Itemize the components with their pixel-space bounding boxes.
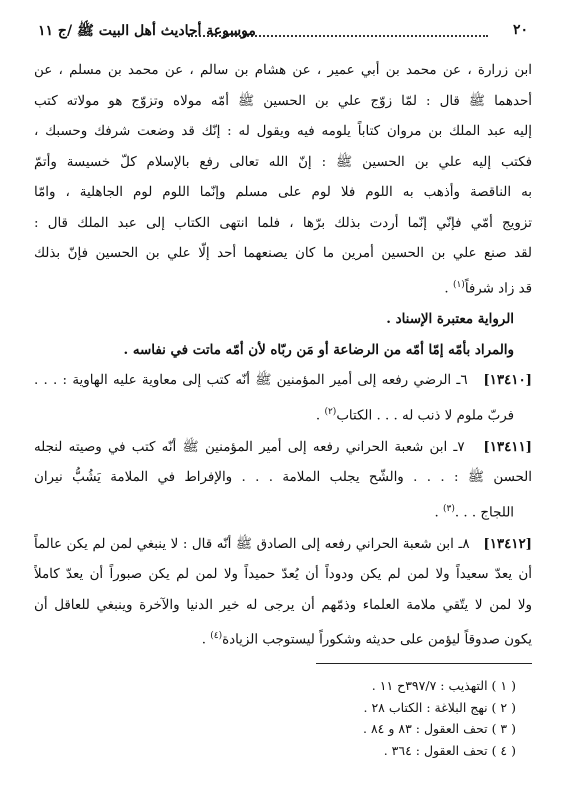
hadith-line xyxy=(34,365,532,397)
text-line: لقد صنع علي بن الحسين أمرين ما كان يصنعهما أحد إلّا علي بن الحسين فإنّ بذلك xyxy=(34,246,532,261)
text-line: ابن زرارة ، عن محمد بن أبي عمير ، عن هشام بن سالم ، عن محمد بن مسلم ، عن xyxy=(34,63,532,78)
narration-note: والمراد بأمّه إمّا أمّه من الرضاعة أو مَن ربّاه لأن أمّه ماتت في نفاسه . xyxy=(123,341,514,358)
hadith-number: [١٣٤١١] xyxy=(483,438,532,455)
footnote-ref: (٣) xyxy=(442,503,455,514)
text-line: به الناقصة وأذهب به اللوم فلا لوم على مسلم وإنّما اللوم لوم الجاهلية ، وامّا xyxy=(34,185,532,200)
running-header xyxy=(38,22,528,44)
footnote: ( ٣ ) تحف العقول : ٨٣ و ٨٤ . xyxy=(362,721,516,736)
text-span: ٨ـ ابن شعبة الحراني رفعه إلى الصادق ﷺ أنّه قال : لا ينبغي لمن لم يكن عالماً xyxy=(34,536,470,552)
page-number: ٢٠ xyxy=(512,22,528,38)
text-span: يكون صدوقاً ليؤمن على حديثه وشكوراً ليستوجب الزيادة xyxy=(222,632,532,648)
text-span: قد زاد شرفاً xyxy=(464,280,532,296)
text-span: ٧ـ ابن شعبة الحراني رفعه إلى أمير المؤمنين ﷺ أنّه كتب في وصيته لنجله xyxy=(34,439,465,455)
text-line: ولا لمن لا يتّقي ملامة العلماء وذمّهم أن يرجى له خير الدنيا والآخرة وينبغي للعاقل أن xyxy=(34,597,532,613)
text-line: قد زاد شرفاً$^{(١)}$ . xyxy=(444,279,532,296)
text-span: اللجاج . . . xyxy=(454,505,514,521)
text-span: فربّ ملوم لا ذنب له . . . الكتاب xyxy=(336,408,514,424)
book-title: موسوعة أحاديث أهل البيت ﷺ /ج ١١ xyxy=(38,23,256,39)
main-text xyxy=(34,56,532,656)
text-line: تزويج أمّي فإنّي إنّما أردت بذلك برّها ، فلما انتهى الكتاب إلى عبد الملك قال : xyxy=(34,215,532,231)
footnote-ref: (٢) xyxy=(324,406,337,417)
narration-note: الرواية معتبرة الإسناد . xyxy=(386,311,514,328)
hadith-number: [١٣٤١٢] xyxy=(483,535,532,552)
text-line: أحدهما ﷺ قال : لمّا زوّج علي بن الحسين ﷺ أمّه مولاه وتزوّج هو مولاته كتب xyxy=(34,93,532,109)
footnotes xyxy=(250,675,516,761)
footnote: ( ٢ ) نهج البلاغة : الكتاب ٢٨ . xyxy=(363,699,516,715)
text-line: الحسن ﷺ : . . . والشّح يجلب الملامة . . . والإفراط في الملامة يَشُبُّ نيران xyxy=(34,470,532,486)
text-line: فكتب إليه علي بن الحسين ﷺ : إنّ الله تعالى رفع بالإسلام كلّ خسيسة وأتمّ xyxy=(34,154,532,170)
text-line: أن يعدّ سعيداً ولا لمن لم يكن ودوداً أن يُعدّ حميداً ولا لمن لم يكن صبوراً أن يعدّ كاملاً xyxy=(34,567,532,583)
footnote-ref: (١) xyxy=(452,279,465,290)
text-span: ٦ـ الرضي رفعه إلى أمير المؤمنين ﷺ أنّه كتب إلى معاوية عليه الهاوية : . . . xyxy=(34,373,468,389)
footnote: ( ٤ ) تحف العقول : ٣٦٤ . xyxy=(383,742,516,758)
hadith-number: [١٣٤١٠] xyxy=(483,372,532,389)
text-line: فربّ ملوم لا ذنب له . . . الكتاب$^{(٢)}$ . xyxy=(315,406,514,424)
hadith-line xyxy=(34,432,532,464)
text-line: يكون صدوقاً ليؤمن على حديثه وشكوراً ليستوجب الزيادة$^{(٤)}$ . xyxy=(201,631,532,648)
text-line: إليه عبد الملك بن مروان كتاباً يلومه فيه ويقول له : إنّك قد وضعت شرفك وحسبك ، xyxy=(34,124,532,139)
hadith-line xyxy=(34,529,532,561)
footnote: ( ١ ) التهذيب : ٣٩٧/٧ح ١١ . xyxy=(371,678,516,693)
footnote-divider xyxy=(316,663,532,664)
text-line: اللجاج . . .$^{(٣)}$ . xyxy=(434,503,514,521)
footnote-ref: (٤) xyxy=(210,631,223,642)
